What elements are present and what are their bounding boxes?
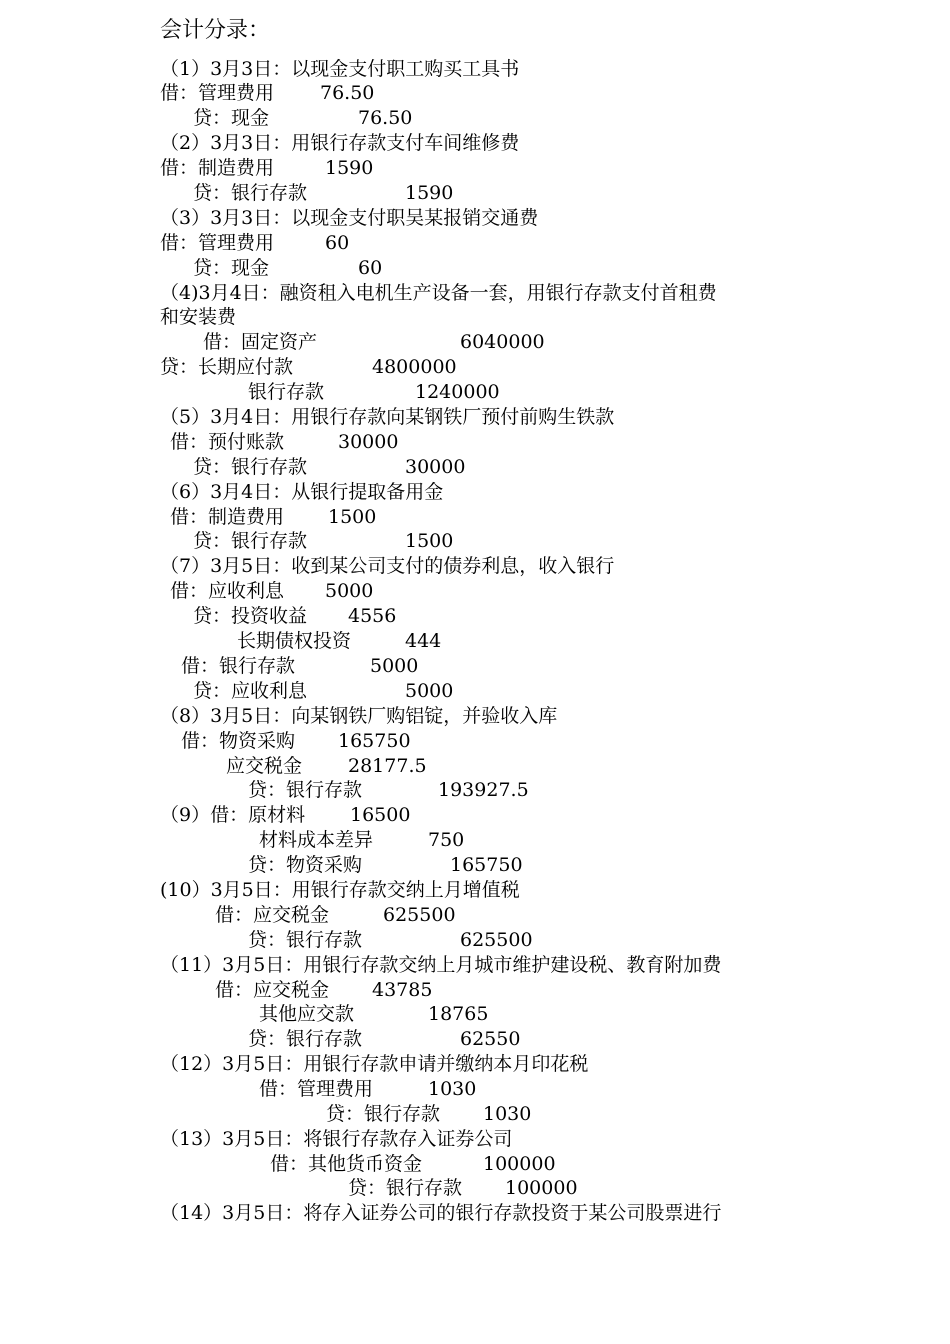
entry-line xyxy=(237,629,805,654)
entry-account: 借：制造费用 xyxy=(160,157,275,179)
entry-heading xyxy=(160,480,805,505)
entry-heading xyxy=(160,57,805,82)
entry-line xyxy=(248,380,805,405)
entry-account: 贷：物资采购 xyxy=(248,854,363,876)
entry-account: 贷：投资收益 xyxy=(193,605,308,627)
entry-heading xyxy=(160,281,805,306)
entry-amount: 62550 xyxy=(460,1028,521,1050)
entry-account: 贷：银行存款 xyxy=(193,182,308,204)
entry-account: （12）3月5日：用银行存款申请并缴纳本月印花税 xyxy=(160,1053,589,1075)
entry-line xyxy=(248,778,805,803)
entry-line xyxy=(160,355,805,380)
entry-amount: 18765 xyxy=(428,1003,489,1025)
entry-line xyxy=(270,1152,805,1177)
entry-amount: 1030 xyxy=(483,1103,532,1125)
entry-account: （1）3月3日：以现金支付职工购买工具书 xyxy=(160,58,520,80)
entry-account: 借：应交税金 xyxy=(215,979,330,1001)
entry-line xyxy=(215,978,805,1003)
entry-amount: 30000 xyxy=(405,456,466,478)
entry-amount: 16500 xyxy=(350,804,411,826)
entry-amount: 750 xyxy=(428,829,465,851)
entry-line xyxy=(226,754,805,779)
entry-line xyxy=(259,1077,805,1102)
entry-account: 借：固定资产 xyxy=(203,331,318,353)
entry-account: 贷：应收利息 xyxy=(193,680,308,702)
entry-amount: 1590 xyxy=(325,157,374,179)
entry-amount: 76.50 xyxy=(320,82,375,104)
entry-amount: 60 xyxy=(325,232,350,254)
entry-amount: 6040000 xyxy=(460,331,545,353)
entry-amount: 43785 xyxy=(372,979,433,1001)
entry-amount: 5000 xyxy=(405,680,454,702)
entry-heading xyxy=(160,1127,805,1152)
entry-amount: 28177.5 xyxy=(348,755,427,777)
entry-amount: 165750 xyxy=(450,854,523,876)
entry-amount: 5000 xyxy=(370,655,419,677)
entry-account: 贷：银行存款 xyxy=(193,530,308,552)
entry-amount: 1500 xyxy=(405,530,454,552)
entry-account: （6）3月4日：从银行提取备用金 xyxy=(160,481,444,503)
entry-amount: 1590 xyxy=(405,182,454,204)
entry-line xyxy=(193,604,805,629)
entry-line xyxy=(348,1176,805,1201)
entry-line xyxy=(160,231,805,256)
entry-amount: 625500 xyxy=(460,929,533,951)
entry-line xyxy=(248,928,805,953)
entry-account: （11）3月5日：用银行存款交纳上月城市维护建设税、教育附加费 xyxy=(160,954,722,976)
entry-line xyxy=(193,106,805,131)
entry-account: 贷：现金 xyxy=(193,257,270,279)
entry-amount: 4556 xyxy=(348,605,397,627)
entry-heading xyxy=(160,305,805,330)
entry-account: 长期债权投资 xyxy=(237,630,352,652)
entry-account: （14）3月5日：将存入证券公司的银行存款投资于某公司股票进行 xyxy=(160,1202,722,1224)
entry-heading xyxy=(160,206,805,231)
entry-account: （3）3月3日：以现金支付职吴某报销交通费 xyxy=(160,207,539,229)
entry-amount: 100000 xyxy=(505,1177,578,1199)
entry-account: 银行存款 xyxy=(248,381,325,403)
entry-account: 借：其他货币资金 xyxy=(270,1153,423,1175)
entry-account: 借：管理费用 xyxy=(259,1078,374,1100)
entry-account: 借：管理费用 xyxy=(160,232,275,254)
entry-line xyxy=(193,529,805,554)
entry-amount: 60 xyxy=(358,257,383,279)
entry-account: (10）3月5日：用银行存款交纳上月增值税 xyxy=(160,879,520,901)
entry-line xyxy=(215,903,805,928)
entry-account: 贷：银行存款 xyxy=(193,456,308,478)
entry-account: 贷：现金 xyxy=(193,107,270,129)
entry-account: （8）3月5日：向某钢铁厂购铝锭，并验收入库 xyxy=(160,705,558,727)
entry-heading xyxy=(160,1201,805,1226)
entry-account: （2）3月3日：用银行存款支付车间维修费 xyxy=(160,132,520,154)
entry-line xyxy=(193,256,805,281)
entry-amount: 30000 xyxy=(338,431,399,453)
entry-heading xyxy=(160,554,805,579)
entry-account: 借：应收利息 xyxy=(170,580,285,602)
entry-amount: 4800000 xyxy=(372,356,457,378)
entry-line xyxy=(193,181,805,206)
entry-account: （13）3月5日：将银行存款存入证券公司 xyxy=(160,1128,513,1150)
entry-account: 借：物资采购 xyxy=(181,730,296,752)
entry-account: （9）借：原材料 xyxy=(160,804,306,826)
entry-heading xyxy=(160,953,805,978)
entry-line xyxy=(326,1102,805,1127)
entry-amount: 76.50 xyxy=(358,107,413,129)
entry-account: 借：制造费用 xyxy=(170,506,285,528)
entry-amount: 100000 xyxy=(483,1153,556,1175)
entry-heading xyxy=(160,704,805,729)
entry-account: 贷：银行存款 xyxy=(326,1103,441,1125)
entry-line xyxy=(181,729,805,754)
entry-line xyxy=(259,1002,805,1027)
entry-account: （5）3月4日：用银行存款向某钢铁厂预付前购生铁款 xyxy=(160,406,615,428)
entry-account: 材料成本差异 xyxy=(259,829,374,851)
entry-amount: 444 xyxy=(405,630,442,652)
entry-amount: 5000 xyxy=(325,580,374,602)
entry-account: 贷：银行存款 xyxy=(348,1177,463,1199)
entry-line xyxy=(160,156,805,181)
entry-line xyxy=(160,81,805,106)
entry-account: 借：预付账款 xyxy=(170,431,285,453)
entry-line xyxy=(193,455,805,480)
entry-amount: 1500 xyxy=(328,506,377,528)
entry-account: 其他应交款 xyxy=(259,1003,355,1025)
entry-line xyxy=(170,505,805,530)
entry-line xyxy=(160,803,805,828)
entry-line xyxy=(181,654,805,679)
entry-line xyxy=(193,679,805,704)
entry-amount: 1240000 xyxy=(415,381,500,403)
entry-account: 借：管理费用 xyxy=(160,82,275,104)
entry-heading xyxy=(160,131,805,156)
entry-account: 贷：长期应付款 xyxy=(160,356,294,378)
page-title: 会计分录： xyxy=(160,18,271,43)
entry-amount: 193927.5 xyxy=(438,779,529,801)
entry-account: 应交税金 xyxy=(226,755,303,777)
entry-account: 借：银行存款 xyxy=(181,655,296,677)
entry-account: （4)3月4日：融资租入电机生产设备一套，用银行存款支付首租费 xyxy=(160,282,717,304)
entry-amount: 1030 xyxy=(428,1078,477,1100)
entry-line xyxy=(170,430,805,455)
entry-amount: 165750 xyxy=(338,730,411,752)
entry-line xyxy=(203,330,805,355)
entry-heading xyxy=(160,878,805,903)
entry-amount: 625500 xyxy=(383,904,456,926)
entry-line xyxy=(259,828,805,853)
entry-account: 借：应交税金 xyxy=(215,904,330,926)
entry-account: 贷：银行存款 xyxy=(248,779,363,801)
entry-account: 和安装费 xyxy=(160,306,237,328)
entry-account: （7）3月5日：收到某公司支付的债券利息，收入银行 xyxy=(160,555,615,577)
entry-heading xyxy=(160,1052,805,1077)
entry-line xyxy=(248,853,805,878)
entry-heading xyxy=(160,405,805,430)
entry-line xyxy=(170,579,805,604)
entry-account: 贷：银行存款 xyxy=(248,1028,363,1050)
entry-line xyxy=(248,1027,805,1052)
entry-account: 贷：银行存款 xyxy=(248,929,363,951)
